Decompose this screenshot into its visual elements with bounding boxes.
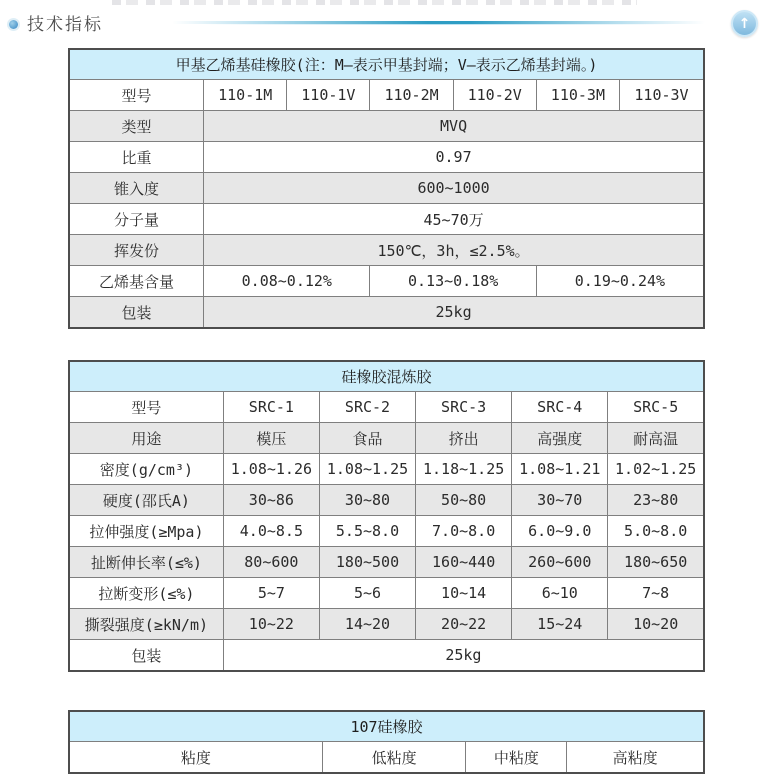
value-cell: 260~600 — [512, 547, 608, 578]
row-label-cell: 密度(g/cm³) — [69, 454, 223, 485]
value-cell: 150℃，3h，≤2.5%。 — [204, 235, 704, 266]
value-cell: 600~1000 — [204, 173, 704, 204]
value-cell: 10~22 — [223, 609, 319, 640]
value-cell: 110-3V — [619, 80, 704, 111]
page-title: 技术指标 — [27, 15, 103, 35]
table-row — [69, 547, 704, 578]
table-row — [69, 235, 704, 266]
value-cell: 0.13~0.18% — [370, 266, 536, 297]
value-cell: 1.02~1.25 — [608, 454, 704, 485]
table-row — [69, 609, 704, 640]
value-cell: 160~440 — [416, 547, 512, 578]
value-cell: 1.08~1.25 — [319, 454, 415, 485]
row-label-cell: 挥发份 — [69, 235, 204, 266]
value-cell: 低粘度 — [322, 742, 466, 774]
value-cell: 7.0~8.0 — [416, 516, 512, 547]
value-cell: SRC-5 — [608, 392, 704, 423]
value-cell: 1.18~1.25 — [416, 454, 512, 485]
table-row — [69, 423, 704, 454]
table-silicone-compound — [68, 360, 705, 672]
value-cell: 10~20 — [608, 609, 704, 640]
back-to-top-button[interactable] — [731, 10, 758, 37]
table-row — [69, 392, 704, 423]
value-cell: 180~650 — [608, 547, 704, 578]
row-label-cell: 拉伸强度(≥Mpa) — [69, 516, 223, 547]
value-cell: 挤出 — [416, 423, 512, 454]
table-row — [69, 485, 704, 516]
value-cell: 7~8 — [608, 578, 704, 609]
value-cell: 高强度 — [512, 423, 608, 454]
table-title: 甲基乙烯基硅橡胶(注：M—表示甲基封端；V—表示乙烯基封端。) — [69, 49, 704, 80]
value-cell: 高粘度 — [567, 742, 704, 774]
row-label-cell: 包装 — [69, 297, 204, 329]
table-row — [69, 640, 704, 672]
value-cell: MVQ — [204, 111, 704, 142]
value-cell: 4.0~8.5 — [223, 516, 319, 547]
table-row — [69, 266, 704, 297]
value-cell: 5.5~8.0 — [319, 516, 415, 547]
value-cell: 30~70 — [512, 485, 608, 516]
value-cell: 180~500 — [319, 547, 415, 578]
table-row — [69, 80, 704, 111]
row-label-cell: 锥入度 — [69, 173, 204, 204]
value-cell: SRC-3 — [416, 392, 512, 423]
value-cell: 0.19~0.24% — [536, 266, 704, 297]
table-row — [69, 142, 704, 173]
value-cell: 1.08~1.21 — [512, 454, 608, 485]
table-row — [69, 578, 704, 609]
row-label-cell: 型号 — [69, 392, 223, 423]
value-cell: 0.08~0.12% — [204, 266, 370, 297]
table-row — [69, 742, 704, 774]
value-cell: 50~80 — [416, 485, 512, 516]
value-cell: 食品 — [319, 423, 415, 454]
value-cell: 25kg — [223, 640, 704, 672]
value-cell: 30~80 — [319, 485, 415, 516]
value-cell: 110-2V — [453, 80, 536, 111]
value-cell: 14~20 — [319, 609, 415, 640]
table-row — [69, 516, 704, 547]
value-cell: 110-1V — [287, 80, 370, 111]
bullet-icon — [9, 20, 18, 29]
arrow-up-icon: ↑ — [738, 15, 751, 32]
value-cell: 10~14 — [416, 578, 512, 609]
value-cell: 45~70万 — [204, 204, 704, 235]
value-cell: 5.0~8.0 — [608, 516, 704, 547]
value-cell: 23~80 — [608, 485, 704, 516]
value-cell: 110-2M — [370, 80, 453, 111]
clipped-text-remnant — [112, 0, 637, 5]
row-label-cell: 类型 — [69, 111, 204, 142]
value-cell: 中粘度 — [466, 742, 567, 774]
row-label-cell: 硬度(邵氏A) — [69, 485, 223, 516]
value-cell: 模压 — [223, 423, 319, 454]
value-cell: SRC-2 — [319, 392, 415, 423]
value-cell: 25kg — [204, 297, 704, 329]
row-label-cell: 拉断变形(≤%) — [69, 578, 223, 609]
table-row — [69, 454, 704, 485]
value-cell: 0.97 — [204, 142, 704, 173]
value-cell: 20~22 — [416, 609, 512, 640]
table-107-silicone — [68, 710, 705, 774]
value-cell: 110-1M — [204, 80, 287, 111]
value-cell: 15~24 — [512, 609, 608, 640]
value-cell: 1.08~1.26 — [223, 454, 319, 485]
value-cell: SRC-1 — [223, 392, 319, 423]
row-label-cell: 扯断伸长率(≤%) — [69, 547, 223, 578]
row-label-cell: 撕裂强度(≥kN/m) — [69, 609, 223, 640]
value-cell: 30~86 — [223, 485, 319, 516]
row-label-cell: 比重 — [69, 142, 204, 173]
table-title: 107硅橡胶 — [69, 711, 704, 742]
value-cell: 6~10 — [512, 578, 608, 609]
row-label-cell: 型号 — [69, 80, 204, 111]
value-cell: 5~7 — [223, 578, 319, 609]
divider-gradient-line — [172, 21, 705, 24]
value-cell: SRC-4 — [512, 392, 608, 423]
value-cell: 110-3M — [536, 80, 619, 111]
table-methyl-vinyl-silicone — [68, 48, 705, 329]
table-row — [69, 173, 704, 204]
row-label-cell: 粘度 — [69, 742, 322, 774]
row-label-cell: 分子量 — [69, 204, 204, 235]
value-cell: 耐高温 — [608, 423, 704, 454]
value-cell: 80~600 — [223, 547, 319, 578]
table-row — [69, 204, 704, 235]
table-row — [69, 297, 704, 329]
row-label-cell: 包装 — [69, 640, 223, 672]
table-row — [69, 111, 704, 142]
row-label-cell: 乙烯基含量 — [69, 266, 204, 297]
value-cell: 5~6 — [319, 578, 415, 609]
row-label-cell: 用途 — [69, 423, 223, 454]
value-cell: 6.0~9.0 — [512, 516, 608, 547]
table-title: 硅橡胶混炼胶 — [69, 361, 704, 392]
section-header — [0, 8, 770, 38]
